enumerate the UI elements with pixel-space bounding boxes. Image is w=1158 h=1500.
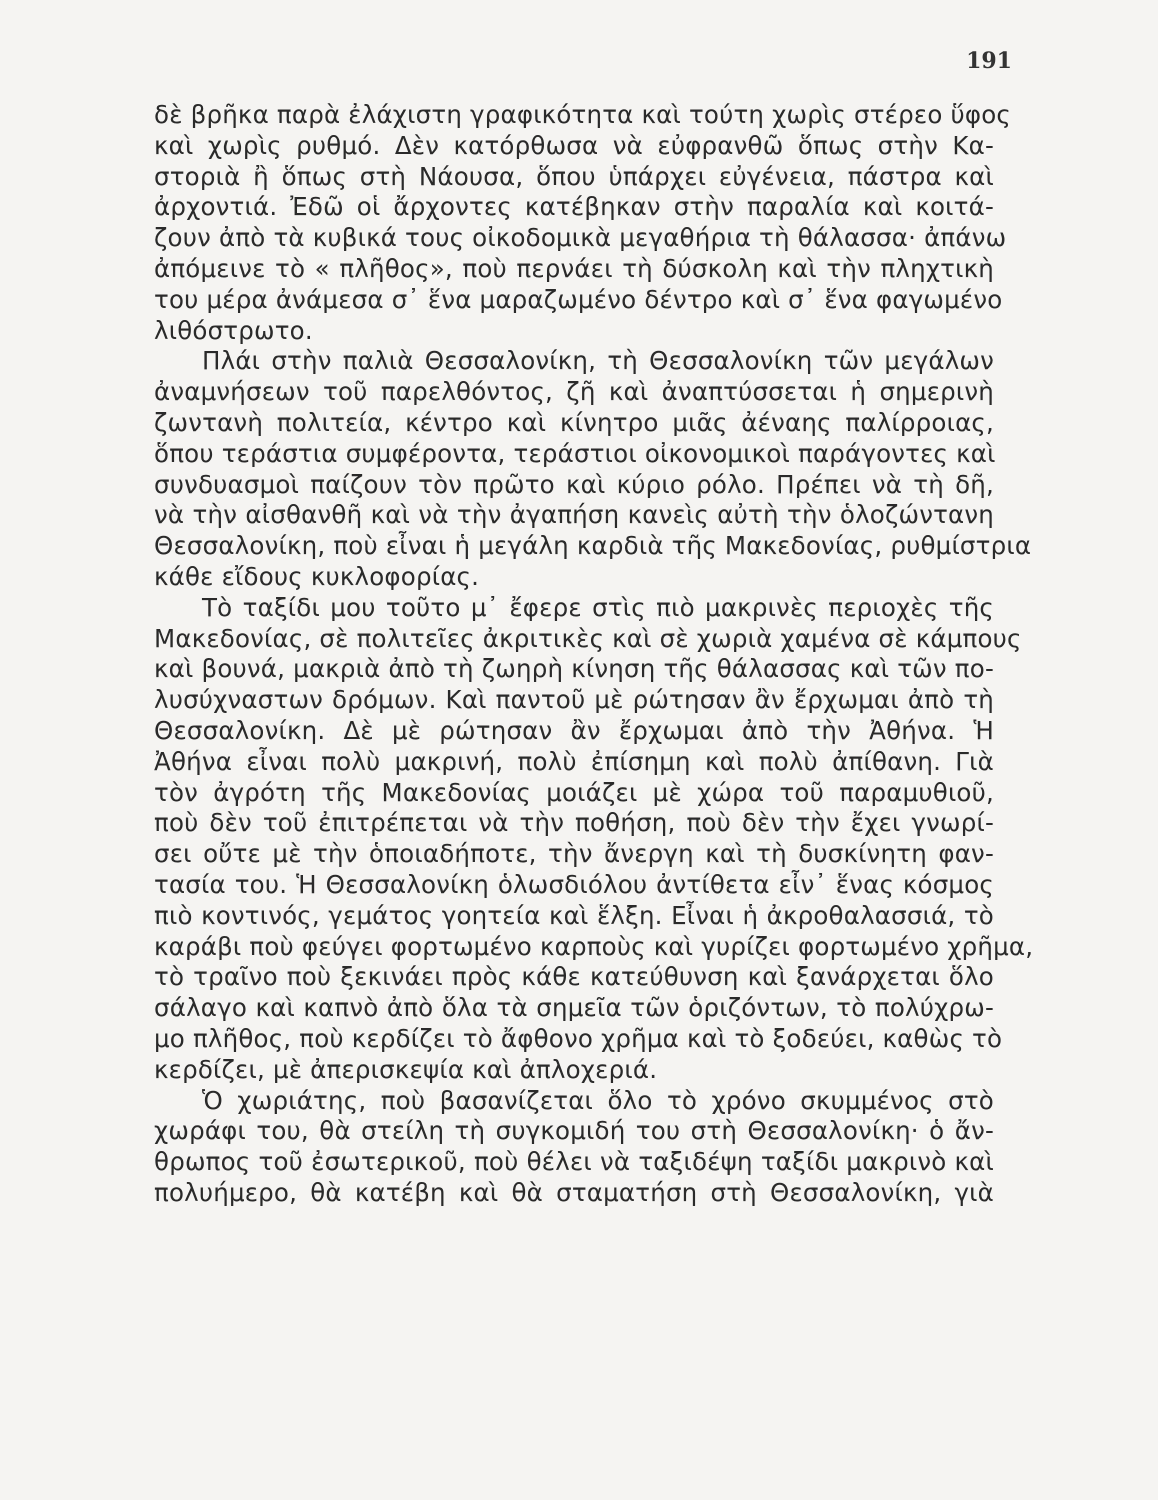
text-line: σει οὔτε μὲ τὴν ὁποιαδήποτε, τὴν ἄνεργη καὶ τὴ δυσκίνητη φαν- bbox=[154, 839, 994, 869]
text-line: λιθόστρωτο. bbox=[154, 315, 313, 345]
text-line: χωράφι του, θὰ στείλη τὴ συγκομιδή του στὴ Θεσσαλονίκη· ὁ ἄν- bbox=[154, 1116, 994, 1146]
text-line: μο πλῆθος, ποὺ κερδίζει τὸ ἄφθονο χρῆμα καὶ τὸ ξοδεύει, καθὼς τὸ bbox=[154, 1023, 1003, 1053]
text-line: του μέρα ἀνάμεσα σ᾽ ἕνα μαραζωμένο δέντρο καὶ σ᾽ ἕνα φαγωμένο bbox=[154, 284, 1003, 314]
text-line: ὅπου τεράστια συμφέροντα, τεράστιοι οἰκονομικοὶ παράγοντες καὶ bbox=[154, 438, 996, 468]
text-line: Θεσσαλονίκη. Δὲ μὲ ρώτησαν ἂν ἔρχωμαι ἀπὸ τὴν Ἀθήνα. Ἡ bbox=[154, 715, 994, 745]
text-line: ζωντανὴ πολιτεία, κέντρο καὶ κίνητρο μιᾶς ἀέναης παλίρροιας, bbox=[154, 407, 994, 437]
text-line: λυσύχναστων δρόμων. Καὶ παντοῦ μὲ ρώτησαν ἂν ἔρχωμαι ἀπὸ τὴ bbox=[154, 685, 994, 715]
text-line: ἀρχοντιά. Ἐδῶ οἱ ἄρχοντες κατέβηκαν στὴν παραλία καὶ κοιτά- bbox=[154, 192, 994, 222]
text-line: καὶ χωρὶς ρυθμό. Δὲν κατόρθωσα νὰ εὐφρανθῶ ὅπως στὴν Κα- bbox=[154, 130, 994, 160]
text-line: στοριὰ ἢ ὅπως στὴ Νάουσα, ὅπου ὑπάρχει εὐγένεια, πάστρα καὶ bbox=[154, 161, 994, 191]
text-line: πολυήμερο, θὰ κατέβη καὶ θὰ σταματήση στὴ Θεσσαλονίκη, γιὰ bbox=[154, 1177, 994, 1207]
text-line: τασία του. Ἡ Θεσσαλονίκη ὁλωσδιόλου ἀντίθετα εἶν᾽ ἕνας κόσμος bbox=[154, 869, 994, 899]
text-line: καὶ βουνά, μακριὰ ἀπὸ τὴ ζωηρὴ κίνηση τῆς θάλασσας καὶ τῶν πο- bbox=[154, 654, 994, 684]
body-text bbox=[154, 100, 1034, 1209]
text-line: Ὁ χωριάτης, ποὺ βασανίζεται ὅλο τὸ χρόνο σκυμμένος στὸ bbox=[202, 1085, 994, 1115]
text-line: τὸν ἀγρότη τῆς Μακεδονίας μοιάζει μὲ χώρα τοῦ παραμυθιοῦ, bbox=[154, 777, 994, 807]
text-line: θρωπος τοῦ ἐσωτερικοῦ, ποὺ θέλει νὰ ταξιδέψη ταξίδι μακρινὸ καὶ bbox=[154, 1147, 994, 1177]
text-line: ζουν ἀπὸ τὰ κυβικά τους οἰκοδομικὰ μεγαθήρια τὴ θάλασσα· ἀπάνω bbox=[154, 223, 1007, 253]
text-line: τὸ τραῖνο ποὺ ξεκινάει πρὸς κάθε κατεύθυνση καὶ ξανάρχεται ὅλο bbox=[154, 962, 994, 992]
text-line: Πλάι στὴν παλιὰ Θεσσαλονίκη, τὴ Θεσσαλονίκη τῶν μεγάλων bbox=[202, 346, 994, 376]
text-line: ποὺ δὲν τοῦ ἐπιτρέπεται νὰ τὴν ποθήση, ποὺ δὲν τὴν ἔχει γνωρί- bbox=[154, 808, 994, 838]
page-number: 191 bbox=[966, 48, 1012, 74]
text-line: Ἀθήνα εἶναι πολὺ μακρινή, πολὺ ἐπίσημη καὶ πολὺ ἀπίθανη. Γιὰ bbox=[154, 746, 994, 776]
text-line: νὰ τὴν αἰσθανθῆ καὶ νὰ τὴν ἀγαπήση κανεὶς αὐτὴ τὴν ὁλοζώντανη bbox=[154, 500, 994, 530]
text-line: ἀναμνήσεων τοῦ παρελθόντος, ζῆ καὶ ἀναπτύσσεται ἡ σημερινὴ bbox=[154, 377, 994, 407]
text-line: δὲ βρῆκα παρὰ ἐλάχιστη γραφικότητα καὶ τούτη χωρὶς στέρεο ὕφος bbox=[154, 100, 1012, 129]
text-line: καράβι ποὺ φεύγει φορτωμένο καρποὺς καὶ γυρίζει φορτωμένο χρῆμα, bbox=[154, 931, 1034, 961]
text-line: Τὸ ταξίδι μου τοῦτο μ᾽ ἔφερε στὶς πιὸ μακρινὲς περιοχὲς τῆς bbox=[202, 592, 994, 622]
text-line: Μακεδονίας, σὲ πολιτεῖες ἀκριτικὲς καὶ σὲ χωριὰ χαμένα σὲ κάμπους bbox=[154, 623, 1022, 653]
text-line: κάθε εἴδους κυκλοφορίας. bbox=[154, 561, 480, 591]
text-line: κερδίζει, μὲ ἀπερισκεψία καὶ ἀπλοχεριά. bbox=[154, 1054, 658, 1084]
text-line: Θεσσαλονίκη, ποὺ εἶναι ἡ μεγάλη καρδιὰ τῆς Μακεδονίας, ρυθμίστρια bbox=[154, 531, 1032, 561]
text-line: συνδυασμοὶ παίζουν τὸν πρῶτο καὶ κύριο ρόλο. Πρέπει νὰ τὴ δῆ, bbox=[154, 469, 994, 499]
text-line: σάλαγο καὶ καπνὸ ἀπὸ ὅλα τὰ σημεῖα τῶν ὁριζόντων, τὸ πολύχρω- bbox=[154, 993, 994, 1023]
text-line: ἀπόμεινε τὸ « πλῆθος», ποὺ περνάει τὴ δύσκολη καὶ τὴν πληχτικὴ bbox=[154, 253, 994, 283]
text-line: πιὸ κοντινός, γεμάτος γοητεία καὶ ἕλξη. Εἶναι ἡ ἀκροθαλασσιά, τὸ bbox=[154, 900, 994, 930]
